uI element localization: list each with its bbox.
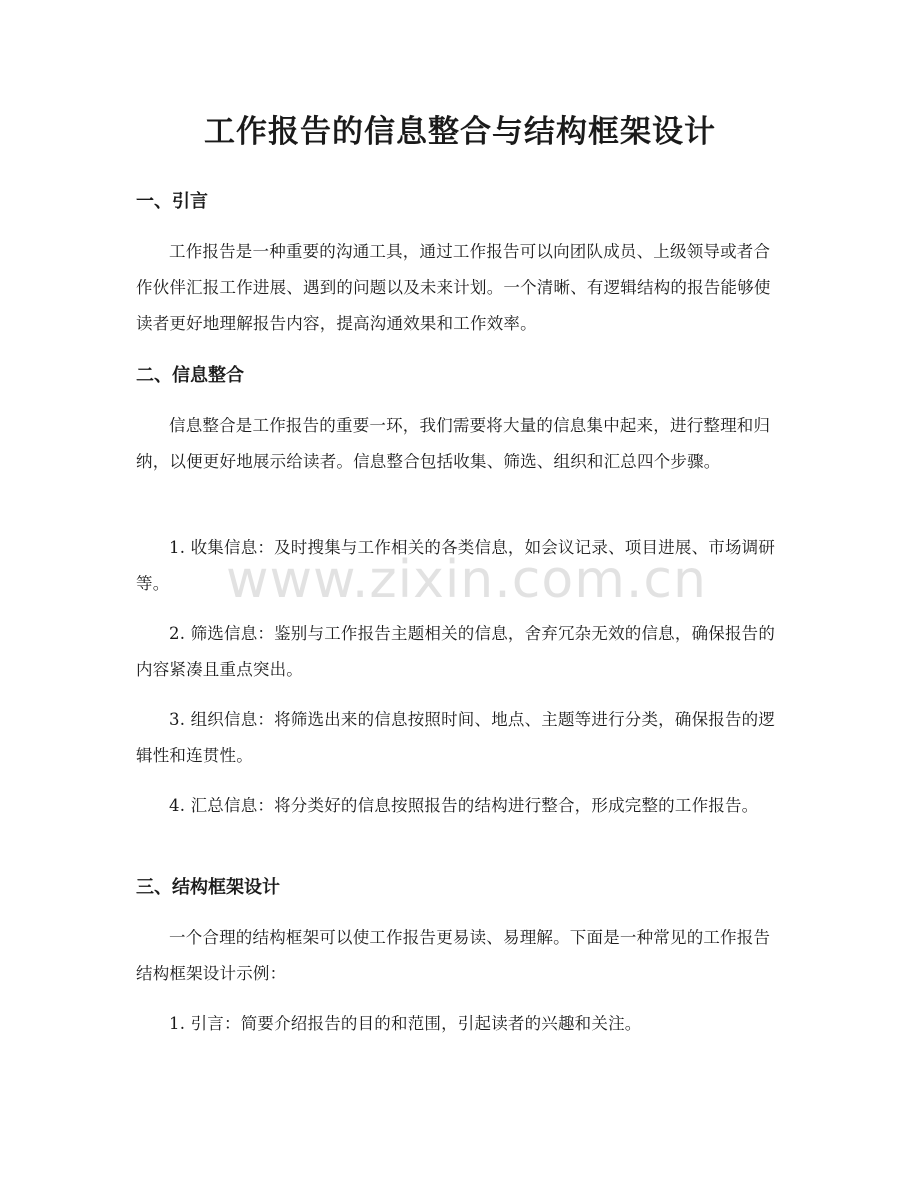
page-title: 工作报告的信息整合与结构框架设计 (204, 114, 716, 150)
paragraph-structure: 一个合理的结构框架可以使工作报告更易读、易理解。下面是一种常见的工作报告结构框架设计示例： (136, 928, 771, 983)
paragraph-step-organize: 3. 组织信息：将筛选出来的信息按照时间、地点、主题等进行分类，确保报告的逻辑性和连贯性。 (136, 710, 776, 765)
section-heading-intro: 一、引言 (136, 191, 208, 212)
watermark: www.zixin.com.cn (226, 550, 707, 610)
paragraph-structure-intro-item: 1. 引言：简要介绍报告的目的和范围，引起读者的兴趣和关注。 (169, 1014, 642, 1033)
paragraph-step-filter: 2. 筛选信息：鉴别与工作报告主题相关的信息，舍弃冗杂无效的信息，确保报告的内容紧凑且重点突出。 (136, 624, 776, 679)
paragraph-intro: 工作报告是一种重要的沟通工具，通过工作报告可以向团队成员、上级领导或者合作伙伴汇报工作进展、遇到的问题以及未来计划。一个清晰、有逻辑结构的报告能够使读者更好地理解报告内容，提高沟通效果和工作效率。 (136, 242, 771, 333)
section-heading-info-integration: 二、信息整合 (136, 365, 244, 386)
paragraph-info-integration: 信息整合是工作报告的重要一环，我们需要将大量的信息集中起来，进行整理和归纳，以便更好地展示给读者。信息整合包括收集、筛选、组织和汇总四个步骤。 (136, 416, 771, 471)
paragraph-step-summarize: 4. 汇总信息：将分类好的信息按照报告的结构进行整合，形成完整的工作报告。 (169, 796, 759, 815)
paragraph-step-collect: 1. 收集信息：及时搜集与工作相关的各类信息，如会议记录、项目进展、市场调研等。 (136, 538, 776, 593)
section-heading-structure: 三、结构框架设计 (136, 877, 280, 898)
